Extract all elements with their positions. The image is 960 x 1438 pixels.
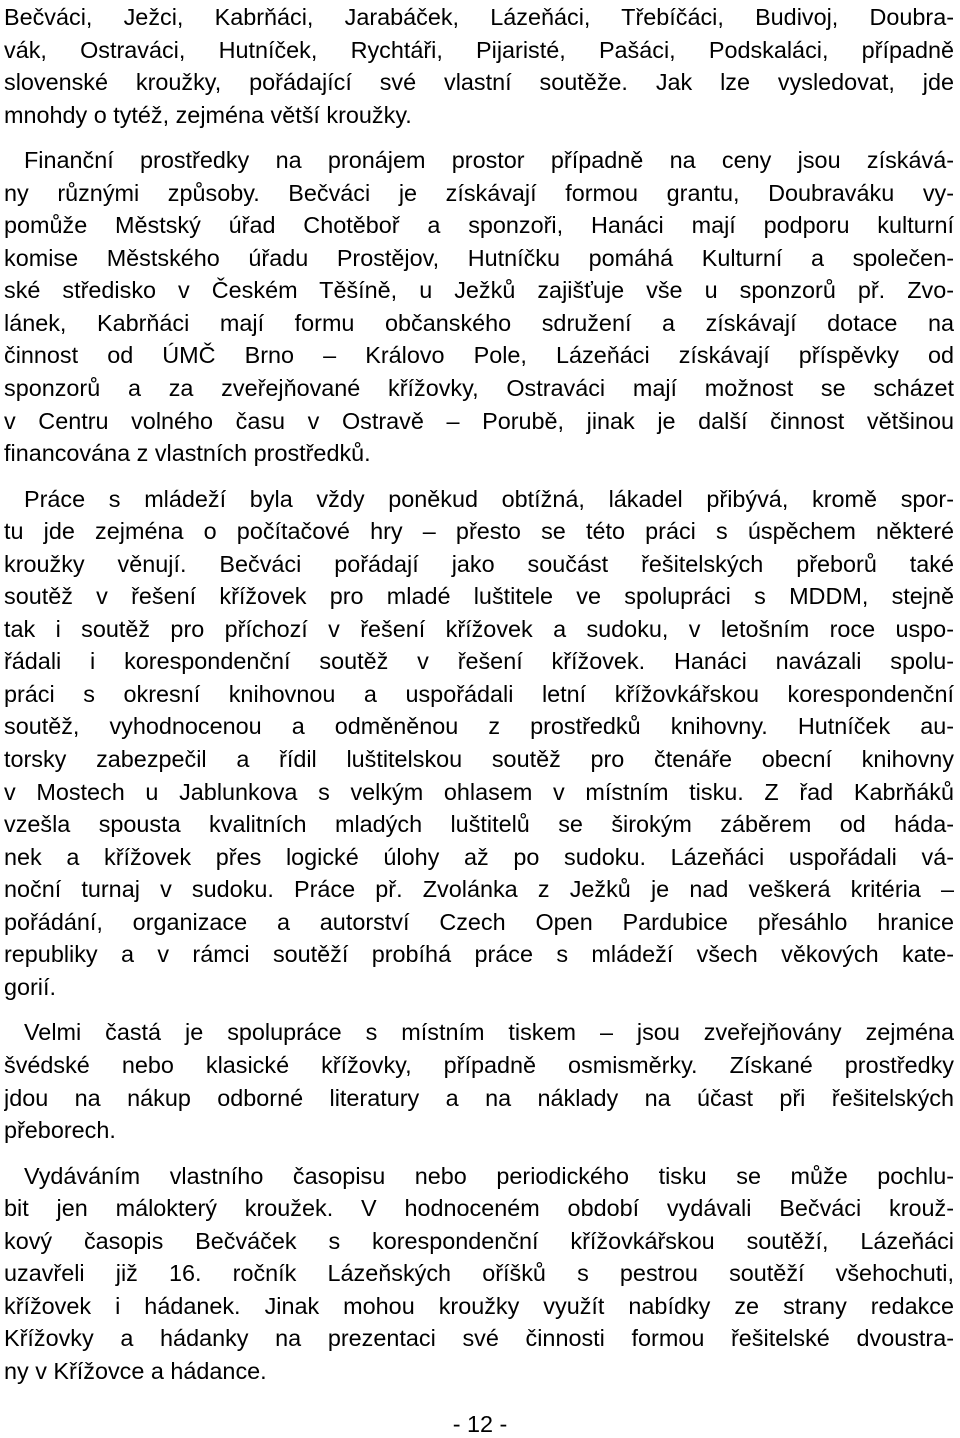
text-line: vzešla spousta kvalitních mladých luštitelů se širokým záběrem od háda- [4,811,954,838]
text-line: křížovek i hádanek. Jinak mohou kroužky využít nabídky ze strany redakce [4,1292,954,1319]
text-line: v Centru volného času v Ostravě – Porubě, jinak je další činnost většinou [4,407,954,434]
text-line: torsky zabezpečil a řídil luštitelskou soutěž pro čtenáře obecní knihovny [4,746,954,773]
text-line: nek a křížovek přes logické úlohy až po sudoku. Lázeňáci uspořádali vá- [4,843,954,870]
paragraph-club-list [4,1,954,131]
paragraph-local-press [4,1016,954,1146]
text-line: kový časopis Bečváček s korespondenční křížovkářskou soutěží, Lázeňáci [4,1227,954,1254]
text-line: Bečváci, Ježci, Kabrňáci, Jarabáček, Lázeňáci, Třebíčáci, Budivoj, Doubra- [4,4,954,30]
text-line: pomůže Městský úřad Chotěboř a sponzoři, Hanáci mají podporu kulturní [4,212,954,239]
text-line: republiky a v rámci soutěží probíhá práce s mládeží všech věkových kate- [4,941,954,968]
paragraph-publishing [4,1160,954,1388]
text-line: Finanční prostředky na pronájem prostor případně na ceny jsou získává- [24,147,954,174]
text-line: řádali i korespondenční soutěž v řešení křížovek. Hanáci navázali spolu- [4,648,954,675]
text-line: ny různými způsoby. Bečváci je získávají formou grantu, Doubraváku vy- [4,179,954,206]
text-line: uzavřeli již 16. ročník Lázeňských oříšků s pestrou soutěží všehochuti, [4,1260,954,1287]
text-line: tak i soutěž pro příchozí v řešení křížovek a sudoku, v letošním roce uspo- [4,615,954,642]
text-line: ské středisko v Českém Těšíně, u Ježků zajišťuje vše u sponzorů př. Zvo- [4,277,954,304]
text-line: Práce s mládeží byla vždy poněkud obtížná, lákadel přibývá, kromě spor- [24,485,954,512]
text-line: tu jde zejména o počítačové hry – přesto se této práci s úspěchem některé [4,518,954,545]
text-line: bit jen málokterý kroužek. V hodnoceném období vydávali Bečváci krouž- [4,1195,954,1222]
text-line: vák, Ostraváci, Hutníček, Rychtáři, Pijaristé, Pašáci, Podskaláci, případně [4,36,954,63]
text-line: ny v Křížovce a hádance. [4,1357,267,1384]
text-line: financována z vlastních prostředků. [4,440,371,467]
paragraph-youth-work [4,483,954,1004]
text-line: Velmi častá je spolupráce s místním tiskem – jsou zveřejňovány zejména [24,1019,954,1046]
page-number: - 12 - [452,1411,508,1437]
text-line: kroužky věnují. Bečváci pořádají jako součást řešitelských přeborů také [4,550,954,577]
text-line: slovenské kroužky, pořádající své vlastní soutěže. Jak lze vysledovat, jde [4,69,954,96]
paragraph-financing [4,144,954,469]
text-line: gorií. [4,973,57,1000]
text-line: činnost od ÚMČ Brno – Královo Pole, Lázeňáci získávají příspěvky od [4,342,954,369]
text-line: jdou na nákup odborné literatury a na náklady na účast při řešitelských [4,1084,954,1111]
text-line: přeborech. [4,1117,116,1144]
text-line: práci s okresní knihovnou a uspořádali letní křížovkářskou korespondenční [4,680,954,707]
text-line: Křížovky a hádanky na prezentaci své činnosti formou řešitelské dvoustra- [4,1325,954,1352]
text-line: mnohdy o tytéž, zejména větší kroužky. [4,101,412,128]
text-line: v Mostech u Jablunkova s velkým ohlasem v místním tisku. Z řad Kabrňáků [4,778,954,805]
text-line: soutěž v řešení křížovek pro mladé luštitele ve spolupráci s MDDM, stejně [4,583,954,610]
text-line: Vydáváním vlastního časopisu nebo periodického tisku se může pochlu- [24,1162,954,1189]
text-line: noční turnaj v sudoku. Práce př. Zvolánka z Ježků je nad veškerá kritéria – [4,876,954,903]
text-line: švédské nebo klasické křížovky, případně osmisměrky. Získané prostředky [4,1051,954,1078]
text-line: pořádání, organizace a autorství Czech Open Pardubice přesáhlo hranice [4,908,954,935]
text-line: sponzorů a za zveřejňované křížovky, Ostraváci mají možnost se scházet [4,375,954,402]
text-line: soutěž, vyhodnocenou a odměněnou z prostředků knihovny. Hutníček au- [4,713,954,740]
document-page [4,1,954,1400]
text-line: lánek, Kabrňáci mají formu občanského sdružení a získávají dotace na [4,309,954,336]
text-line: komise Městského úřadu Prostějov, Hutníčku pomáhá Kulturní a společen- [4,244,954,271]
